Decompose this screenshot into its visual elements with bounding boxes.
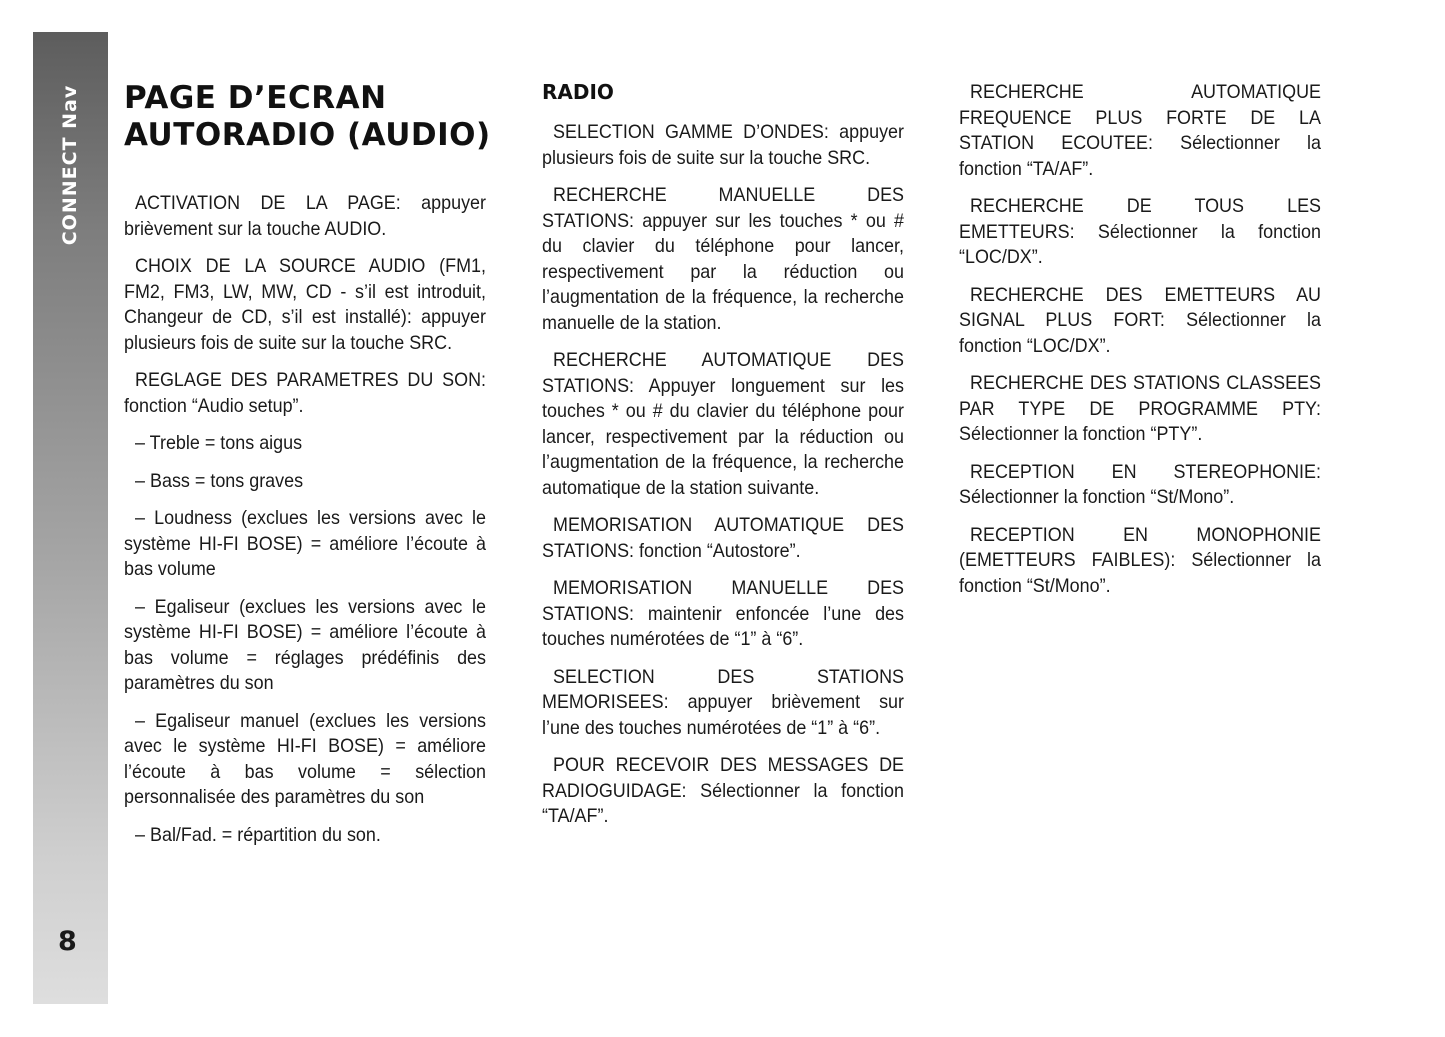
paragraph: RECHERCHE DE TOUS LES EMETTEURS: Sélectionner la fonction “LOC/DX”. [959,195,1322,268]
paragraph: RECHERCHE DES STATIONS CLASSEES PAR TYPE DE PROGRAMME PTY: Sélectionner la fonction “PTY”. [959,372,1322,445]
paragraph: RECHERCHE MANUELLE DES STATIONS: appuyer sur les touches * ou # du clavier du téléphone pour lancer, respectivement par la réduction ou l’augmentation de la fréquence, la recherche manuelle de la station. [542,184,905,334]
page-title: PAGE D’ECRAN AUTORADIO (AUDIO) [124,80,491,153]
column-1 [124,191,486,860]
paragraph: RECHERCHE DES EMETTEURS AU SIGNAL PLUS FORT: Sélectionner la fonction “LOC/DX”. [959,283,1322,357]
paragraph: ACTIVATION DE LA PAGE: appuyer brièvement sur la touche AUDIO. [124,192,487,240]
column-3 [959,80,1321,611]
list-item: – Treble = tons aigus [135,432,303,454]
list-item: – Bal/Fad. = répartition du son. [135,823,381,846]
paragraph: MEMORISATION AUTOMATIQUE DES STATIONS: fonction “Autostore”. [542,514,905,562]
paragraph: RECEPTION EN STEREOPHONIE: Sélectionner la fonction “St/Mono”. [959,460,1322,508]
list-item: – Egaliseur manuel (exclues les versions avec le système HI-FI BOSE) = améliore l’écoute à bas volume = sélection personnalisée des paramètres du son [124,709,487,808]
list-item: – Egaliseur (exclues les versions avec le système HI-FI BOSE) = améliore l’écoute à bas volume = réglages prédéfinis des paramètres du son [124,595,487,694]
paragraph: RECEPTION EN MONOPHONIE (EMETTEURS FAIBLES): Sélectionner la fonction “St/Mono”. [959,523,1322,597]
column-2 [542,120,904,842]
paragraph: RECHERCHE AUTOMATIQUE DES STATIONS: Appuyer longuement sur les touches * ou # du clavier du téléphone pour lancer, respectivement par la réduction ou l’augmentation de la fréquence, la recherche automatique de la station suivante. [542,349,905,499]
paragraph: RECHERCHE AUTOMATIQUE FREQUENCE PLUS FORTE DE LA STATION ECOUTEE: Sélectionner la fonction “TA/AF”. [959,81,1322,180]
paragraph: SELECTION GAMME D’ONDES: appuyer plusieurs fois de suite sur la touche SRC. [542,121,905,169]
paragraph: MEMORISATION MANUELLE DES STATIONS: maintenir enfoncée l’une des touches numérotées de “1” à “6”. [542,577,905,650]
list-item: – Loudness (exclues les versions avec le système HI-FI BOSE) = améliore l’écoute à bas volume [124,507,487,580]
section-heading-radio: RADIO [542,80,614,104]
paragraph: REGLAGE DES PARAMETRES DU SON: fonction “Audio setup”. [124,369,487,417]
page-number: 8 [58,926,77,957]
paragraph: SELECTION DES STATIONS MEMORISEES: appuyer brièvement sur l’une des touches numérotées de “1” à “6”. [542,665,905,739]
paragraph: POUR RECEVOIR DES MESSAGES DE RADIOGUIDAGE: Sélectionner la fonction “TA/AF”. [542,754,905,827]
paragraph: CHOIX DE LA SOURCE AUDIO (FM1, FM2, FM3, LW, MW, CD - s’il est introduit, Changeur de CD, s’il est installé): appuyer plusieurs fois de suite sur la touche SRC. [124,255,487,354]
list-item: – Bass = tons graves [135,469,304,492]
section-label: CONNECT Nav [59,84,81,246]
